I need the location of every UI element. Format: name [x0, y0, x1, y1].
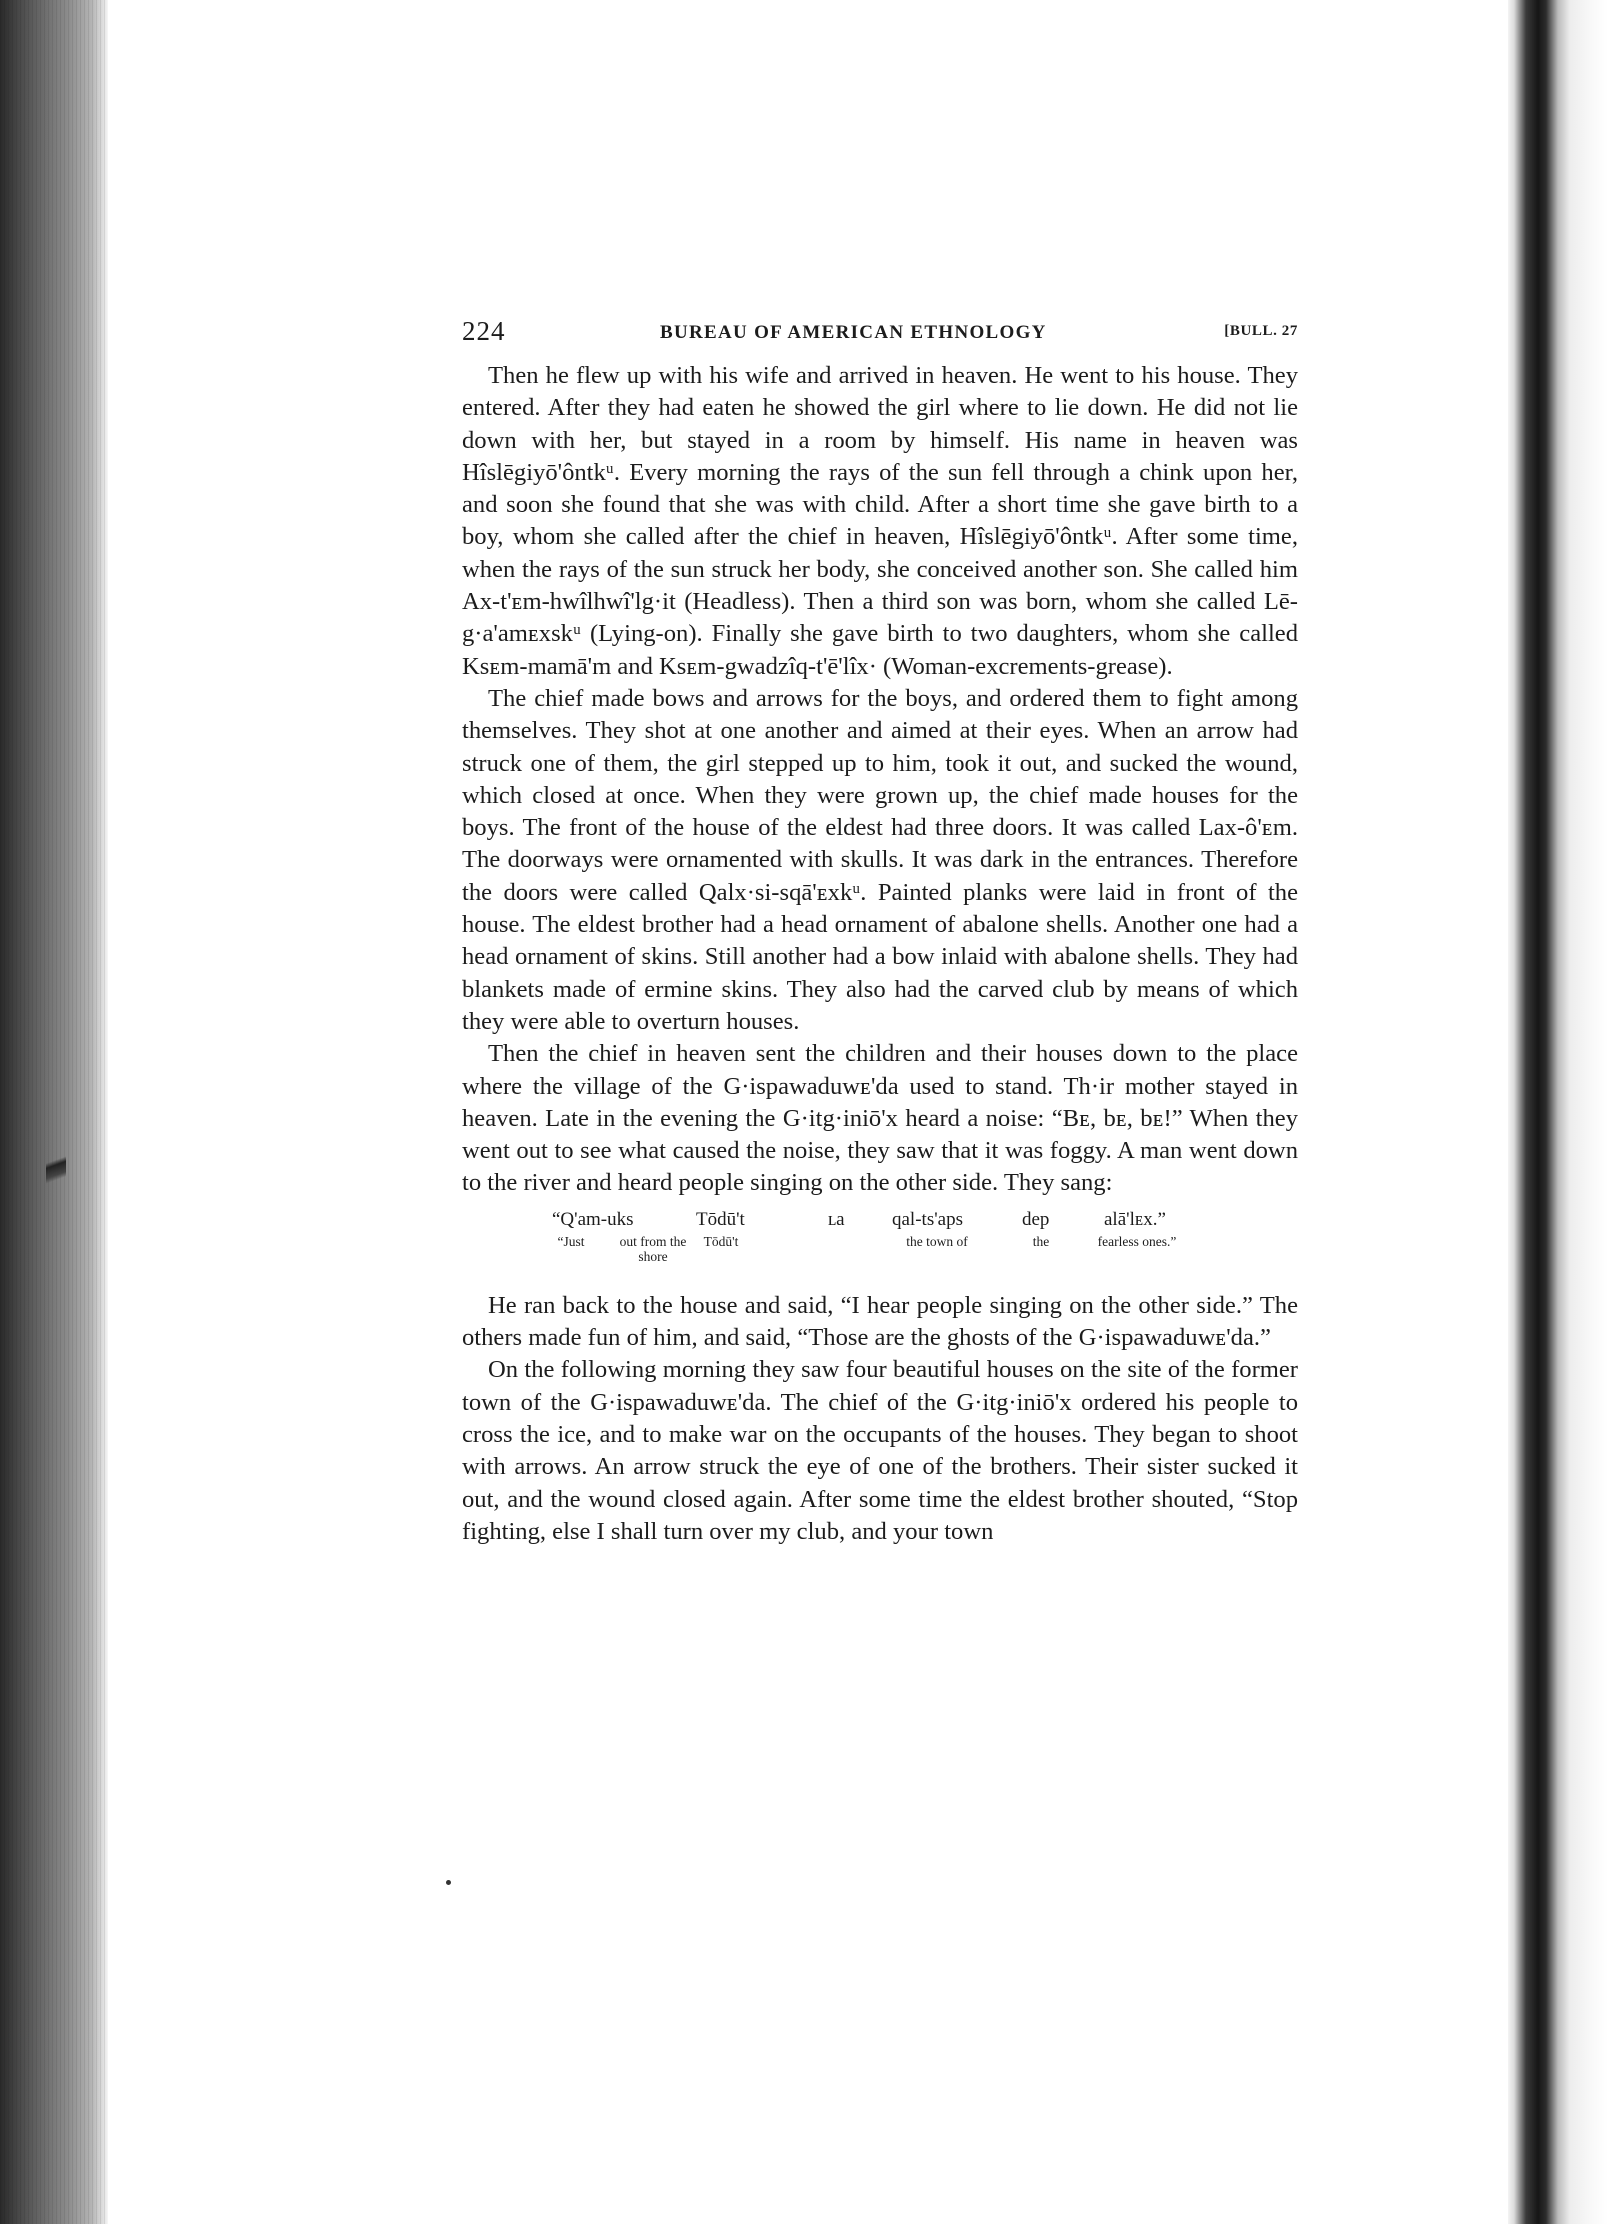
paragraph-4: He ran back to the house and said, “I hear people singing on the other side.” The others made fun of him, and said, “Those are the ghosts of the G·ispawaduwᴇ'da.”	[462, 1291, 1298, 1352]
song-word: Tōdū't	[696, 1208, 745, 1230]
song-gloss: the town of	[906, 1233, 968, 1249]
paragraph-5: On the following morning they saw four beautiful houses on the site of the former town of the G·ispawaduwᴇ'da. The chief of the G·itg·iniō'x ordered his people to cross the ice, and to make war on the occupants of the houses. They began to shoot with arrows. An arrow struck the eye of one of the brothers. Their sister sucked it out, and the wound closed again. After some time the eldest brother shouted, “Stop fighting, else I shall turn over my club, and your town	[462, 1356, 1298, 1545]
song-interlinear	[462, 1204, 1298, 1284]
bulletin-reference: [BULL. 27	[1224, 323, 1298, 339]
song-word: alā'lᴇx.”	[1104, 1208, 1166, 1230]
running-title: BUREAU OF AMERICAN ETHNOLOGY	[660, 322, 1047, 343]
paragraph-3: Then the chief in heaven sent the children and their houses down to the place where the village of the G·ispawaduwᴇ'da used to stand. Th·ir mother stayed in heaven. Late in the evening the G·itg·iniō'x heard a noise: “Bᴇ, bᴇ, bᴇ!” When they went out to see what caused the noise, they saw that it was foggy. A man went down to the river and heard people singing on the other side. They sang:	[462, 1040, 1298, 1197]
song-word: “Q'am-uks	[552, 1208, 634, 1230]
song-gloss: “Just	[557, 1233, 585, 1249]
page-content	[462, 316, 1298, 1548]
paragraph-2: The chief made bows and arrows for the boys, and ordered them to fight among themselves. They shot at one another and aimed at their eyes. When an arrow had struck one of them, the girl stepped up to him, took it out, and sucked the wound, which closed at once. When they were grown up, the chief made houses for the boys. The front of the house of the eldest had three doors. It was called Lax-ô'ᴇm. The doorways were ornamented with skulls. It was dark in the entrances. Therefore the doors were called Qalx·si-sqā'ᴇxkᵘ. Painted planks were laid in front of the house. The eldest brother had a head ornament of abalone shells. Another one had a head ornament of skins. Still another had a bow inlaid with abalone shells. They had blankets made of ermine skins. They also had the carved club by means of which they were able to overturn houses.	[462, 684, 1298, 1035]
song-gloss: the	[1032, 1233, 1050, 1249]
running-header	[462, 316, 1298, 360]
song-gloss: Tōdū't	[703, 1233, 739, 1249]
song-gloss: fearless ones.”	[1097, 1233, 1177, 1249]
song-word: ʟa	[828, 1208, 845, 1230]
song-word: qal-ts'aps	[892, 1208, 963, 1230]
page-number: 224	[462, 316, 506, 346]
scan-speck	[446, 1880, 451, 1885]
paragraph-1: Then he flew up with his wife and arrived in heaven. He went to his house. They entered. After they had eaten he showed the girl where to lie down. He did not lie down with her, but stayed in a room by himself. His name in heaven was Hîslēgiyō'ôntkᵘ. Every morning the rays of the sun fell through a chink upon her, and soon she found that she was with child. After a short time she gave birth to a boy, whom she called after the chief in heaven, Hîslēgiyō'ôntkᵘ. After some time, when the rays of the sun struck her body, she conceived another son. She called him Ax-t'ᴇm-hwîlhwî'lg·it (Headless). Then a third son was born, whom she called Lē-g·a'amᴇxskᵘ (Lying-on). Finally she gave birth to two daughters, whom she called Ksᴇm-mamā'm and Ksᴇm-gwadzîq-t'ē'lîx· (Woman-excrements-grease).	[462, 362, 1298, 680]
song-word: dep	[1022, 1208, 1050, 1230]
scan-mark	[46, 1148, 66, 1192]
song-gloss: out from the shore	[619, 1233, 687, 1264]
page-edges-texture	[0, 0, 108, 2224]
next-page-edge	[1508, 0, 1608, 2224]
